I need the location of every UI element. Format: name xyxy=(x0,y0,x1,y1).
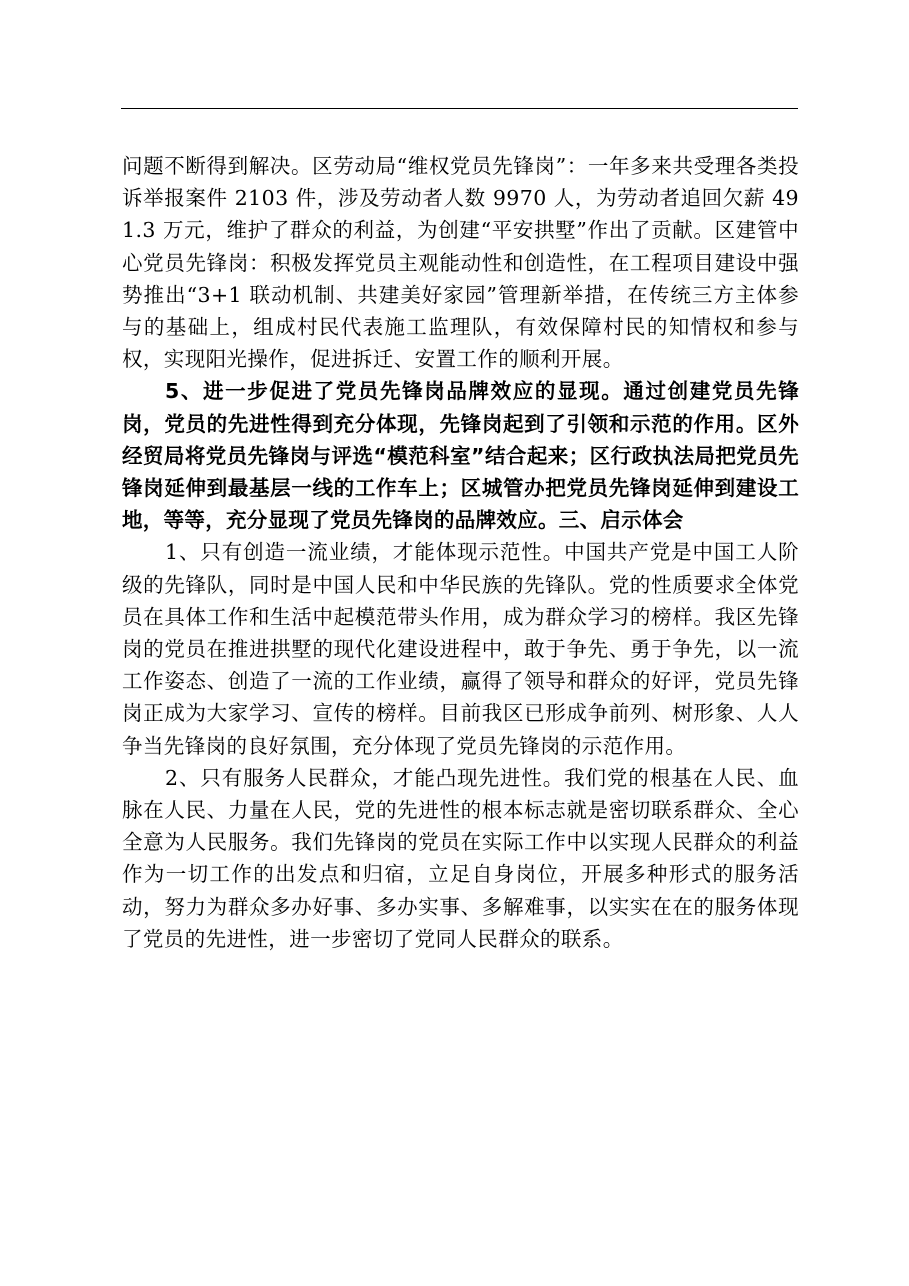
paragraph-3: 1、只有创造一流业绩，才能体现示范性。中国共产党是中国工人阶级的先锋队，同时是中国人民和中华民族的先锋队。党的性质要求全体党员在具体工作和生活中起模范带头作用，成为群众学习的榜样。我区先锋岗的党员在推进拱墅的现代化建设进程中，敢于争先、勇于争先，以一流工作姿态、创造了一流的工作业绩，赢得了领导和群众的好评，党员先锋岗正成为大家学习、宣传的榜样。目前我区已形成争前列、树形象、人人争当先锋岗的良好氛围，充分体现了党员先锋岗的示范作用。 xyxy=(122,540,799,758)
paragraph-4: 2、只有服务人民群众，才能凸现先进性。我们党的根基在人民、血脉在人民、力量在人民，党的先进性的根本标志就是密切联系群众、全心全意为人民服务。我们先锋岗的党员在实际工作中以实现人民群众的利益作为一切工作的出发点和归宿，立足自身岗位，开展多种形式的服务活动，努力为群众多办好事、多办实事、多解难事，以实实在在的服务体现了党员的先进性，进一步密切了党同人民群众的联系。 xyxy=(122,765,799,951)
paragraph-1: 问题不断得到解决。区劳动局“维权党员先锋岗”：一年多来共受理各类投诉举报案件 2103 件，涉及劳动者人数 9970 人，为劳动者追回欠薪 491.3 万元，维护了群众的利益，为创建“平安拱墅”作出了贡献。区建管中心党员先锋岗：积极发挥党员主观能动性和创造性，在工程项目建设中强势推出“3+1 联动机制、共建美好家园”管理新举措，在传统三方主体参与的基础上，组成村民代表施工监理队，有效保障村民的知情权和参与权，实现阳光操作，促进拆迁、安置工作的顺利开展。 xyxy=(122,154,799,372)
document-body xyxy=(122,150,799,955)
header-rule xyxy=(121,108,798,109)
paragraph-2-bold: 5、进一步促进了党员先锋岗品牌效应的显现。通过创建党员先锋岗，党员的先进性得到充分体现，先锋岗起到了引领和示范的作用。区外经贸局将党员先锋岗与评选“模范科室”结合起来；区行政执法局把党员先锋岗延伸到最基层一线的工作车上；区城管办把党员先锋岗延伸到建设工地，等等，充分显现了党员先锋岗的品牌效应。三、启示体会 xyxy=(122,379,799,533)
